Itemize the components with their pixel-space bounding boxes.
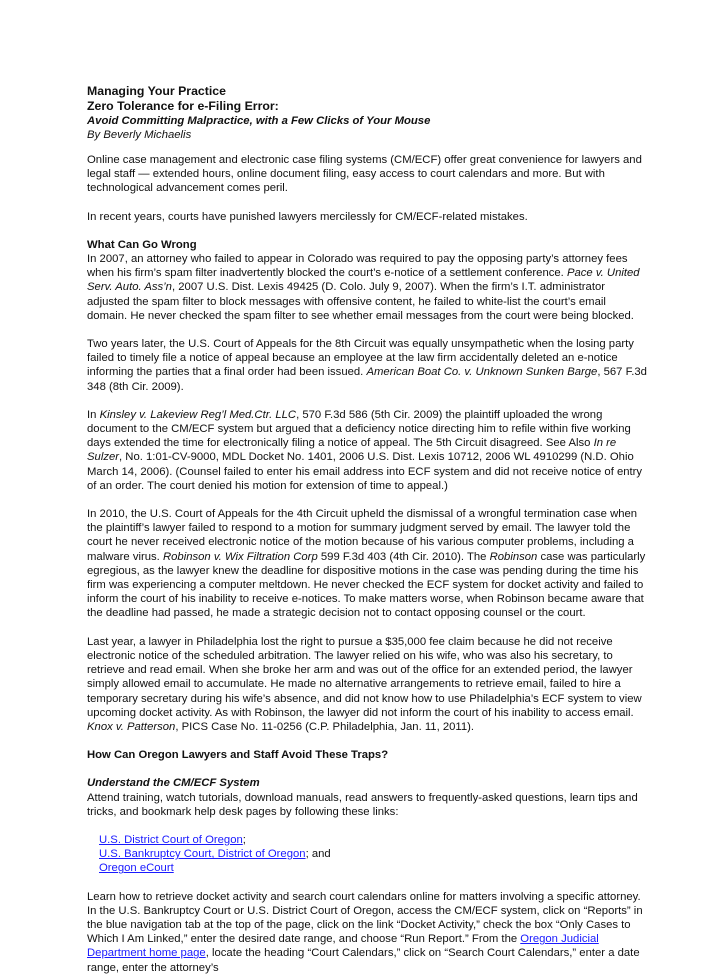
byline: By Beverly Michaelis [87, 129, 192, 141]
paragraph-docket-activity: Learn how to retrieve docket activity and search court calendars online for matters involving a specific attorney. In the U.S. Bankruptcy Court or U.S. District Court of Oregon, access the CM/ECF system, click on “Reports” in the blue navigation tab at the top of the page, click on the link “Docket Activity,” check the box “Only Cases to Which I Am Linked,” enter the desired date range, and choose “Run Report.” From the Oregon Judicial Department home page, locate the heading “Court Calendars,” click on “Search Court Calendars,” enter a date range, enter the attorney’s [87, 890, 643, 974]
paragraph-robinson: In 2010, the U.S. Court of Appeals for the 4th Circuit upheld the dismissal of a wrongful termination case when the plaintiff’s lawyer failed to respond to a motion for summary judgment served by email. The lawyer told the court he never received electronic notice of the motion because of his various computer problems, including a malware virus. Robinson v. Wix Filtration Corp 599 F.3d 403 (4th Cir. 2010). The Robinson case was particularly egregious, as the lawyer knew the deadline for dispositive motions in the case was pending during the time his firm was experiencing a computer meltdown. He never checked the ECF system for docket activity and failed to inform the court of his inability to receive e-notices. To make matters worse, when Robinson became aware that the deadline had passed, he made a strategic decision not to contact opposing counsel or the court. [87, 508, 646, 620]
section-heading-avoid-traps: How Can Oregon Lawyers and Staff Avoid These Traps? [87, 749, 389, 762]
paragraph-kinsley: In Kinsley v. Lakeview Reg’l Med.Ctr. LLC, 570 F.3d 586 (5th Cir. 2009) the plaintiff uploaded the wrong document to the CM/ECF system but argued that a deficiency notice directing him to refile within five working days extended the time for electronically filing a notice of appeal. The 5th Circuit disagreed. See Also In re Sulzer, No. 1:01-CV-9000, MDL Docket No. 1401, 2006 U.S. Dist. Lexis 10712, 2006 WL 4910299 (N.D. Ohio March 14, 2006). (Counsel failed to enter his email address into ECF system and did not receive notice of entry of an order. The court denied his motion for extension of time to appeal.) [87, 408, 643, 492]
paragraph-pace: In 2007, an attorney who failed to appear in Colorado was required to pay the opposing party’s attorney fees when his firm’s spam filter inadvertently blocked the court’s e-notice of a settlement conference. Pace v. United Serv. Auto. Ass’n, 2007 U.S. Dist. Lexis 49425 (D. Colo. July 9, 2007). When the firm’s I.T. administrator adjusted the spam filter to block messages with offensive content, he failed to white-list the court’s email domain. He never checked the spam filter to see whether email messages from the court were being blocked. [87, 253, 640, 322]
case-citation: Pace v. United Serv. Auto. Ass’n [87, 267, 640, 294]
link-bankruptcy-court-oregon[interactable]: U.S. Bankruptcy Court, District of Oregon [99, 848, 306, 861]
subheading-understand-cmecf: Understand the CM/ECF System [87, 777, 260, 790]
paragraph-training: Attend training, watch tutorials, download manuals, read answers to frequently-asked questions, learn tips and tricks, and bookmark help desk pages by following these links: [87, 791, 638, 818]
link-item: U.S. Bankruptcy Court, District of Oregon; and [99, 848, 331, 861]
case-citation: Robinson [489, 550, 538, 563]
link-item [99, 861, 648, 875]
link-ojd-home-page[interactable]: Oregon Judicial Department home page [87, 933, 599, 960]
article-subtitle: Avoid Committing Malpractice, with a Few Clicks of Your Mouse [87, 115, 431, 127]
case-citation: Kinsley v. Lakeview Reg’l Med.Ctr. LLC [99, 408, 297, 421]
intro-paragraph-1: Online case management and electronic case filing systems (CM/ECF) offer great convenience for lawyers and legal staff — extended hours, online document filing, easy access to court calendars and more. But with technological advancement comes peril. [87, 154, 642, 195]
section-heading-what-can-go-wrong: What Can Go Wrong [87, 238, 197, 251]
paragraph-knox: Last year, a lawyer in Philadelphia lost the right to pursue a $35,000 fee claim because he did not receive electronic notice of the scheduled arbitration. The lawyer relied on his wife, who was also his secretary, to retrieve and read email. When she broke her arm and was out of the office for an extended period, the lawyer simply allowed email to accumulate. He made no alternative arrangements to retrieve email, failed to hire a temporary secretary during his wife’s absence, and did not know how to use Philadelphia’s ECF system to view upcoming docket activity. As with Robinson, the lawyer did not inform the court of his inability to access email. Knox v. Patterson, PICS Case No. 11-0256 (C.P. Philadelphia, Jan. 11, 2011). [87, 635, 642, 733]
paragraph-american-boat: Two years later, the U.S. Court of Appeals for the 8th Circuit was equally unsympathetic when the losing party failed to timely file a notice of appeal because an employee at the law firm accidentally deleted an e-notice informing the parties that a final order had been issued. American Boat Co. v. Unknown Sunken Barge, 567 F.3d 348 (8th Cir. 2009). [87, 338, 647, 393]
link-list [99, 833, 648, 876]
case-citation: In re Sulzer [87, 437, 617, 464]
column-title: Managing Your Practice [87, 84, 226, 98]
link-district-court-oregon[interactable]: U.S. District Court of Oregon [99, 833, 243, 846]
case-citation: Robinson v. Wix Filtration Corp [162, 550, 318, 563]
case-citation: American Boat Co. v. Unknown Sunken Barge [366, 366, 598, 379]
article-title: Zero Tolerance for e-Filing Error: [87, 99, 279, 113]
link-oregon-ecourt[interactable]: Oregon eCourt [99, 862, 174, 875]
intro-paragraph-2: In recent years, courts have punished lawyers mercilessly for CM/ECF-related mistakes. [87, 210, 528, 223]
link-item: U.S. District Court of Oregon; [99, 833, 246, 846]
case-citation: Knox v. Patterson [87, 720, 176, 733]
